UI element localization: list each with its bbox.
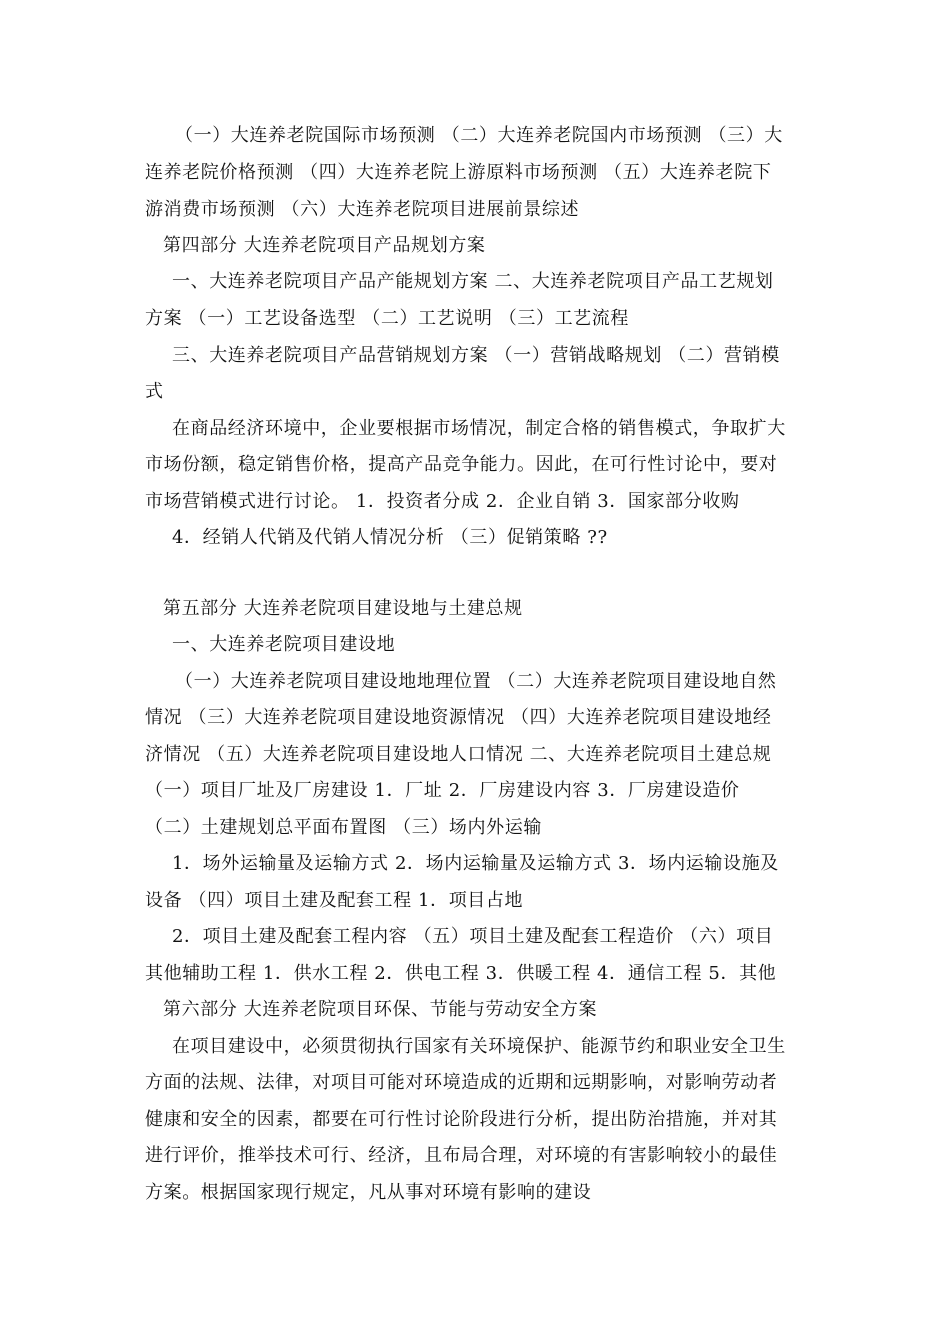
text-line: 其他辅助工程 1．供水工程 2．供电工程 3．供暖工程 4．通信工程 5．其他 xyxy=(145,963,777,984)
text-line: 市场营销模式进行讨论。 1．投资者分成 2．企业自销 3．国家部分收购 xyxy=(145,491,740,512)
text-line: 情况 （三）大连养老院项目建设地资源情况 （四）大连养老院项目建设地经 xyxy=(145,707,772,728)
text-line: 方案。根据国家现行规定，凡从事对环境有影响的建设 xyxy=(145,1182,592,1203)
section-heading: 第五部分 大连养老院项目建设地与土建总规 xyxy=(163,598,523,619)
text-line: 济情况 （五）大连养老院项目建设地人口情况 二、大连养老院项目土建总规 xyxy=(145,744,772,765)
text-line: 游消费市场预测 （六）大连养老院项目进展前景综述 xyxy=(145,199,580,220)
text-line: 连养老院价格预测 （四）大连养老院上游原料市场预测 （五）大连养老院下 xyxy=(145,162,772,183)
text-line: （一）大连养老院项目建设地地理位置 （二）大连养老院项目建设地自然 xyxy=(175,671,777,692)
text-line: 1．场外运输量及运输方式 2．场内运输量及运输方式 3．场内运输设施及 xyxy=(172,853,779,874)
text-line: 一、大连养老院项目产品产能规划方案 二、大连养老院项目产品工艺规划 xyxy=(172,271,774,292)
text-line: （二）土建规划总平面布置图 （三）场内外运输 xyxy=(145,817,542,838)
text-line: 市场份额，稳定销售价格，提高产品竞争能力。因此，在可行性讨论中，要对 xyxy=(145,454,778,475)
text-line: 在项目建设中，必须贯彻执行国家有关环境保护、能源节约和职业安全卫生 xyxy=(172,1036,786,1057)
text-line: 方案 （一）工艺设备选型 （二）工艺说明 （三）工艺流程 xyxy=(145,308,629,329)
text-line: 健康和安全的因素，都要在可行性讨论阶段进行分析，提出防治措施，并对其 xyxy=(145,1109,778,1130)
text-line: 式 xyxy=(145,381,164,402)
text-line: 2．项目土建及配套工程内容 （五）项目土建及配套工程造价 （六）项目 xyxy=(172,926,774,947)
text-line: 三、大连养老院项目产品营销规划方案 （一）营销战略规划 （二）营销模 xyxy=(172,345,780,366)
text-line: 在商品经济环境中，企业要根据市场情况，制定合格的销售模式，争取扩大 xyxy=(172,418,786,439)
text-line: 一、大连养老院项目建设地 xyxy=(172,634,396,655)
section-heading: 第六部分 大连养老院项目环保、节能与劳动安全方案 xyxy=(163,999,598,1020)
section-heading: 第四部分 大连养老院项目产品规划方案 xyxy=(163,235,486,256)
text-line: 设备 （四）项目土建及配套工程 1．项目占地 xyxy=(145,890,524,911)
text-line: 进行评价，推举技术可行、经济，且布局合理，对环境的有害影响较小的最佳 xyxy=(145,1145,778,1166)
text-line: 4．经销人代销及代销人情况分析 （三）促销策略 ?? xyxy=(172,527,608,548)
text-line: （一）大连养老院国际市场预测 （二）大连养老院国内市场预测 （三）大 xyxy=(175,125,783,146)
text-line: （一）项目厂址及厂房建设 1．厂址 2．厂房建设内容 3．厂房建设造价 xyxy=(145,780,740,801)
text-line: 方面的法规、法律，对项目可能对环境造成的近期和远期影响，对影响劳动者 xyxy=(145,1072,778,1093)
